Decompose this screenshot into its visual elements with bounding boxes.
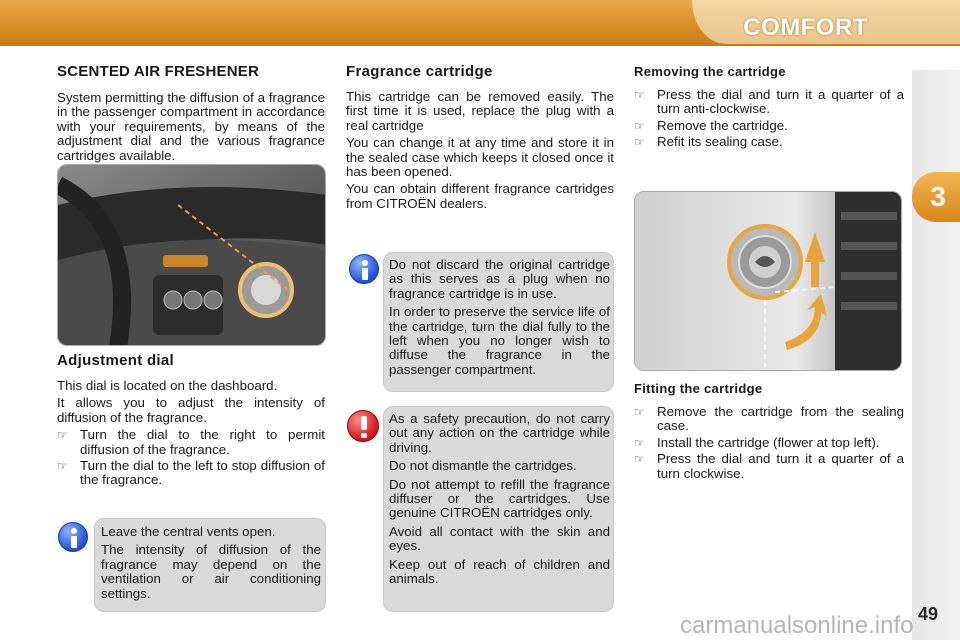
removing-list	[634, 88, 904, 152]
cartridge-illustration	[635, 192, 902, 371]
warn-p3: Do not attempt to refill the fragrance diffuser or the cartridges. Use genuine CITROËN cartridges only.	[389, 476, 610, 521]
intro-paragraph	[57, 91, 325, 166]
warn-p4: Avoid all contact with the skin and eyes.	[389, 523, 610, 554]
bullet-hand-icon: ☞	[634, 135, 645, 150]
info-p2: In order to preserve the service life of the cartridge, turn the dial fully to the left when you no longer wish to diffuse the fragrance in the passenger compartment.	[389, 304, 610, 377]
note-p2: The intensity of diffusion of the fragrance may depend on the ventilation or air conditioning settings.	[101, 542, 321, 601]
info-note-cartridge	[383, 252, 614, 392]
bullet-hand-icon: ☞	[634, 435, 645, 450]
adjustment-title: Adjustment dial	[57, 352, 175, 369]
bullet-hand-icon: ☞	[634, 88, 645, 102]
adjustment-p1: This dial is located on the dashboard.	[57, 378, 278, 393]
bullet-hand-icon: ☞	[57, 428, 68, 443]
bullet-hand-icon: ☞	[634, 452, 645, 467]
fragrance-text	[346, 90, 614, 214]
info-icon	[58, 522, 88, 552]
bullet-hand-icon: ☞	[634, 118, 645, 133]
warn-p5: Keep out of reach of children and animals.	[389, 556, 610, 587]
info-note-vents	[94, 518, 326, 612]
note-p1: Leave the central vents open.	[101, 524, 276, 539]
page-title: COMFORT	[743, 14, 868, 41]
removing-title: Removing the cartridge	[634, 64, 786, 79]
adjustment-text	[57, 379, 325, 490]
list-item: ☞ Remove the cartridge from the sealing case.	[634, 404, 904, 434]
fragrance-p2: You can change it at any time and store it in the sealed case which keeps it closed once it has been opened.	[346, 135, 614, 180]
fitting-title: Fitting the cartridge	[634, 381, 763, 396]
chapter-tab: 3	[912, 172, 960, 222]
fragrance-title: Fragrance cartridge	[346, 63, 493, 80]
fragrance-p1: This cartridge can be removed easily. The first time it is used, replace the plug with a real cartridge	[346, 89, 614, 133]
section-title: SCENTED AIR FRESHENER	[57, 63, 259, 80]
info-p1: Do not discard the original cartridge as this serves as a plug when no fragrance cartridge is in use.	[389, 257, 610, 301]
bullet-hand-icon: ☞	[634, 405, 645, 419]
intro-text: System permitting the diffusion of a fragrance in the passenger compartment in accordance with your requirements, by means of the adjustment dial and the various fragrance cartridges available.	[57, 90, 325, 163]
adjustment-bullets	[57, 428, 325, 488]
dashboard-photo	[57, 164, 326, 346]
list-item: ☞ Remove the cartridge.	[634, 117, 788, 133]
list-item: ☞ Turn the dial to the right to permit diffusion of the fragrance.	[57, 427, 325, 457]
fitting-list	[634, 405, 904, 483]
warning-icon	[347, 410, 379, 442]
list-item: ☞ Press the dial and turn it a quarter of a turn clockwise.	[634, 451, 904, 481]
warn-p2: Do not dismantle the cartridges.	[389, 458, 577, 474]
warning-note	[383, 406, 614, 612]
list-item: ☞ Turn the dial to the left to stop diffusion of the fragrance.	[57, 458, 325, 488]
page-number: 49	[918, 604, 939, 624]
cartridge-photo	[634, 191, 902, 371]
info-icon	[349, 254, 379, 284]
list-item: ☞ Press the dial and turn it a quarter of a turn anti-clockwise.	[634, 87, 904, 117]
watermark: carmanualsonline.info	[680, 612, 914, 639]
fragrance-p3: You can obtain different fragrance cartridges from CITROËN dealers.	[346, 181, 614, 211]
bullet-hand-icon: ☞	[57, 459, 68, 474]
warn-p1: As a safety precaution, do not carry out any action on the cartridge while driving.	[389, 411, 610, 455]
list-item: ☞ Refit its sealing case.	[634, 134, 783, 150]
side-strip	[912, 70, 960, 640]
dashboard-illustration	[58, 165, 326, 346]
adjustment-p2: It allows you to adjust the intensity of diffusion of the fragrance.	[57, 395, 325, 425]
list-item: ☞ Install the cartridge (flower at top left).	[634, 434, 880, 450]
